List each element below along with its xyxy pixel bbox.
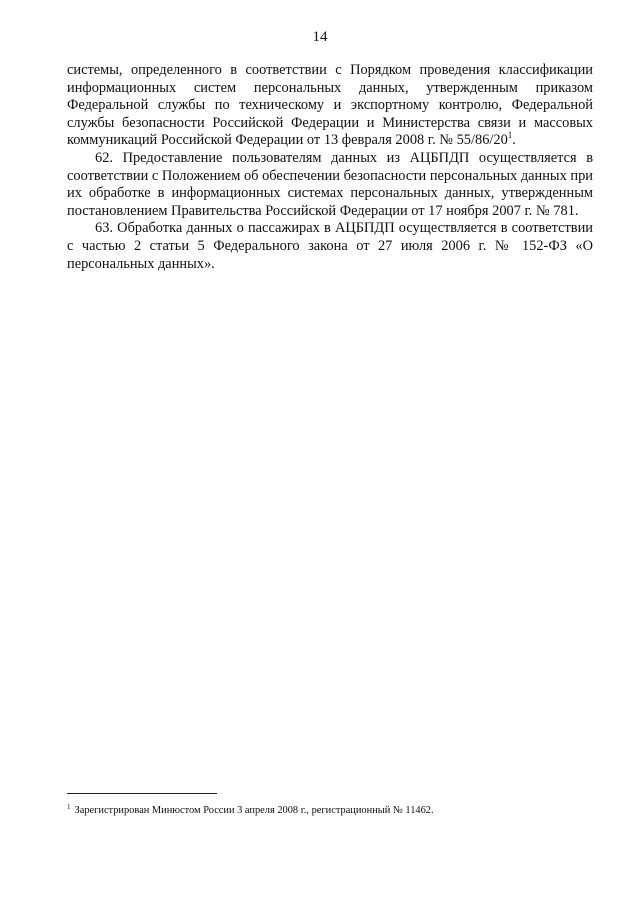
paragraph-63: 63. Обработка данных о пассажирах в АЦБПДП осуществляется в соответствии с частью 2 статьи 5 Федерального закона от 27 июля 2006 г. № 152-ФЗ «О персональных данных». bbox=[67, 220, 593, 272]
paragraph-continuation-text: системы, определенного в соответствии с Порядком проведения классификации информационных систем персональных данных, утвержденным приказом Федеральной службы по техническому и экспортному контролю, Федеральной службы безопасности Российской Федерации и Министерства связи и массовых коммуникаций Российской Федерации от 13 февраля 2008 г. № 55/86/20 bbox=[67, 62, 593, 149]
footnote-text: Зарегистрирован Минюстом России 3 апреля 2008 г., регистрационный № 11462. bbox=[74, 805, 434, 816]
footnote-mark: 1 bbox=[67, 802, 71, 811]
footnote-divider bbox=[67, 793, 217, 794]
footnote-reference[interactable]: 1 bbox=[507, 130, 513, 141]
footnote bbox=[67, 804, 593, 817]
paragraph-continuation bbox=[67, 62, 593, 150]
paragraph-continuation-end: . bbox=[512, 132, 516, 149]
body-text bbox=[67, 62, 593, 273]
paragraph-62: 62. Предоставление пользователям данных из АЦБПДП осуществляется в соответствии с Положением об обеспечении безопасности персональных данных при их обработке в информационных системах персональных данных, утвержденным постановлением Правительства Российской Федерации от 17 ноября 2007 г. № 781. bbox=[67, 149, 593, 219]
page-number: 14 bbox=[312, 29, 328, 45]
